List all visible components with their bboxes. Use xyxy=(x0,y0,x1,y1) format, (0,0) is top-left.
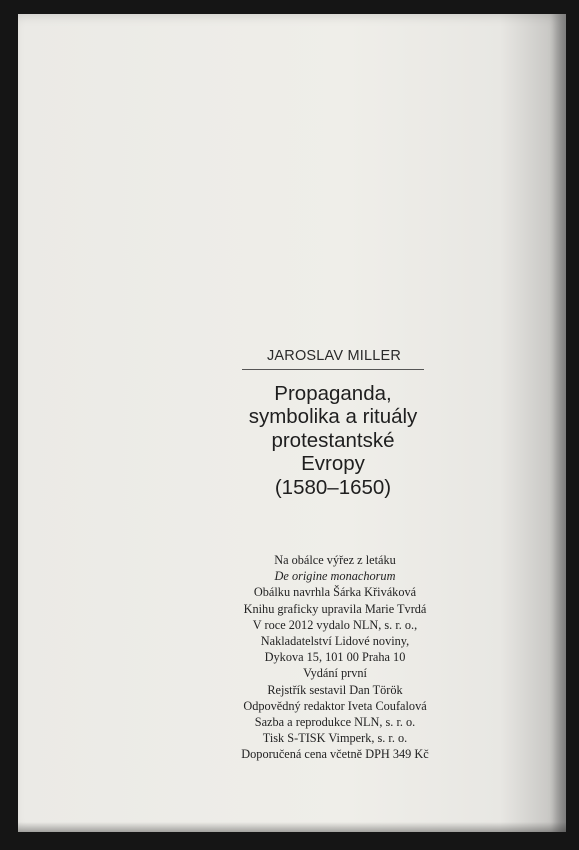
book-title xyxy=(218,382,448,499)
title-line: symbolika a rituály xyxy=(248,405,418,429)
book-page xyxy=(18,14,566,832)
title-line: protestantské xyxy=(271,428,395,452)
colophon-line: Sazba a reprodukce NLN, s. r. o. xyxy=(254,715,416,730)
title-line: Evropy xyxy=(301,452,365,476)
colophon-line: Tisk S-TISK Vimperk, s. r. o. xyxy=(262,731,408,746)
colophon-line: Odpovědný redaktor Iveta Coufalová xyxy=(243,698,427,713)
author-name: JAROSLAV MILLER xyxy=(266,348,402,364)
colophon-line: Dykova 15, 101 00 Praha 10 xyxy=(264,650,406,665)
title-line: (1580–1650) xyxy=(274,475,392,499)
colophon-line: Obálku navrhla Šárka Křiváková xyxy=(253,585,417,600)
colophon-line: Vydání první xyxy=(303,666,367,681)
colophon-line: Knihu graficky upravila Marie Tvrdá xyxy=(243,601,427,616)
title-line: Propaganda, xyxy=(274,382,392,405)
page-bottom-shadow xyxy=(18,822,566,832)
page-gutter-shadow xyxy=(552,14,566,832)
colophon-line: V roce 2012 vydalo NLN, s. r. o., xyxy=(252,617,418,632)
colophon-line: Nakladatelství Lidové noviny, xyxy=(260,634,410,649)
colophon-line: Na obálce výřez z letáku xyxy=(274,553,396,567)
author-rule xyxy=(242,369,424,370)
colophon-line: Rejstřík sestavil Dan Török xyxy=(267,682,403,697)
colophon-line: Doporučená cena včetně DPH 349 Kč xyxy=(241,747,429,762)
colophon-line: De origine monachorum xyxy=(274,569,396,584)
colophon xyxy=(204,552,466,763)
